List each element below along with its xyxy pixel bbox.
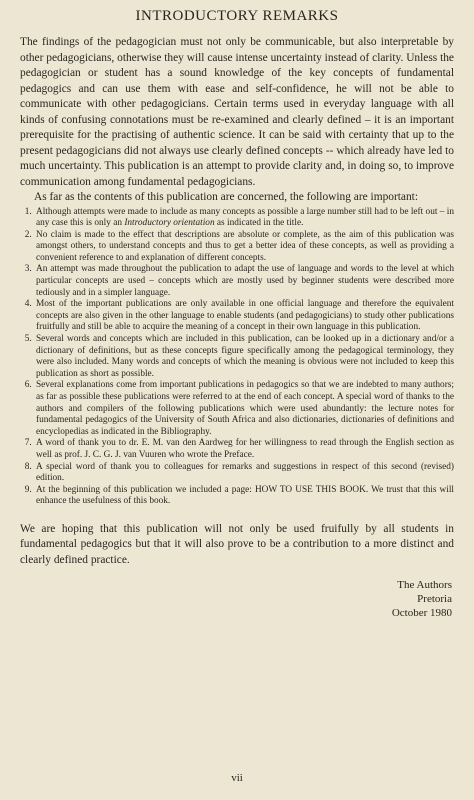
signature-place: Pretoria	[417, 593, 452, 606]
list-item: 8. A special word of thank you to colleagues for remarks and suggestions in respect of this second (revised) edition.	[34, 462, 454, 485]
list-item: 5. Several words and concepts which are included in this publication, can be looked up in a dictionary and/or a dictionary of definitions, but as these concepts figure specifically among the pedagogical terminology, they were also included. Many words and concepts of which the meaning is obvious were not included to keep this publication as short as possible.	[34, 334, 454, 380]
intro-paragraph: The findings of the pedagogician must not only be communicable, but also interpretable by other pedagogicians, otherwise they will cause intense uncertainty instead of clarity. Unless the pedagogician or student has a sound knowledge of the key concepts of fundamental pedagogics and can use them with ease and self-confidence, he will not be able to communicate with other pedagogicians. Certain terms used in everyday language with all kinds of confusing connotations must be re-examined and clearly defined – it is an important prerequisite for the practising of authentic science. It can be said with certainty that up to the present pedagogicians did not always use clearly defined concepts -- which already have led to much uncertainty. This publication is an attempt to provide clarity and, in doing so, to improve communication among fundamental pedagogicians.	[20, 36, 454, 188]
list-item: 1. Although attempts were made to include as many concepts as possible a large number still had to be left out – in any case this is only an Introductory orientation as indicated in the title.	[34, 207, 454, 230]
list-item: 6. Several explanations come from important publications in pedagogics so that we are indebted to many authors; as far as possible these publications were referred to at the end of each concept. A special word of thanks to the authors and compilers of the following publications which were used abundantly: the lecture notes for fundamental pedagogics of the University of South Africa and also dictionaries, dictionaries of definitions and encyclopedias as indicated in the Bibliography.	[34, 380, 454, 438]
list-item: 7. A word of thank you to dr. E. M. van den Aardweg for her willingness to read through the English section as well as prof. J. C. G. J. van Vuuren who wrote the Preface.	[34, 438, 454, 461]
page-number: vii	[231, 772, 243, 784]
page-title: INTRODUCTORY REMARKS	[135, 8, 339, 24]
list-item: 3. An attempt was made throughout the publication to adapt the use of language and words to the level at which particular concepts are used – concepts which are mostly used by beginner students were described more tediously and in a simpler language.	[34, 264, 454, 299]
list-item: 2. No claim is made to the effect that descriptions are absolute or complete, as the aim of this publication was amongst others, to understand concepts and thus to get a better idea of these concepts, as well as providing a convenient reference to and explanation of different concepts.	[34, 230, 454, 265]
signature-block	[20, 578, 454, 620]
list-item: 4. Most of the important publications are only available in one official language and therefore the equivalent concepts are also given in the other language to enable students (and pedagogicians) to study other publications fruitfully and still be able to acquire the meaning of a concept in their own language in this publication.	[34, 299, 454, 334]
list-intro: As far as the contents of this publication are concerned, the following are important:	[34, 191, 418, 203]
remarks-list	[20, 207, 454, 508]
emphasis-text: Introductory orientation	[124, 218, 215, 229]
list-item: 9. At the beginning of this publication we included a page: HOW TO USE THIS BOOK. We trust that this will enhance the usefulness of this book.	[34, 485, 454, 508]
signature-authors: The Authors	[397, 579, 452, 592]
signature-date: October 1980	[391, 607, 452, 620]
closing-paragraph: We are hoping that this publication will not only be used fruifully by all students in fundamental pedagogics but that it will also prove to be a contribution to a more distinct and clearly defined practice.	[20, 522, 454, 566]
